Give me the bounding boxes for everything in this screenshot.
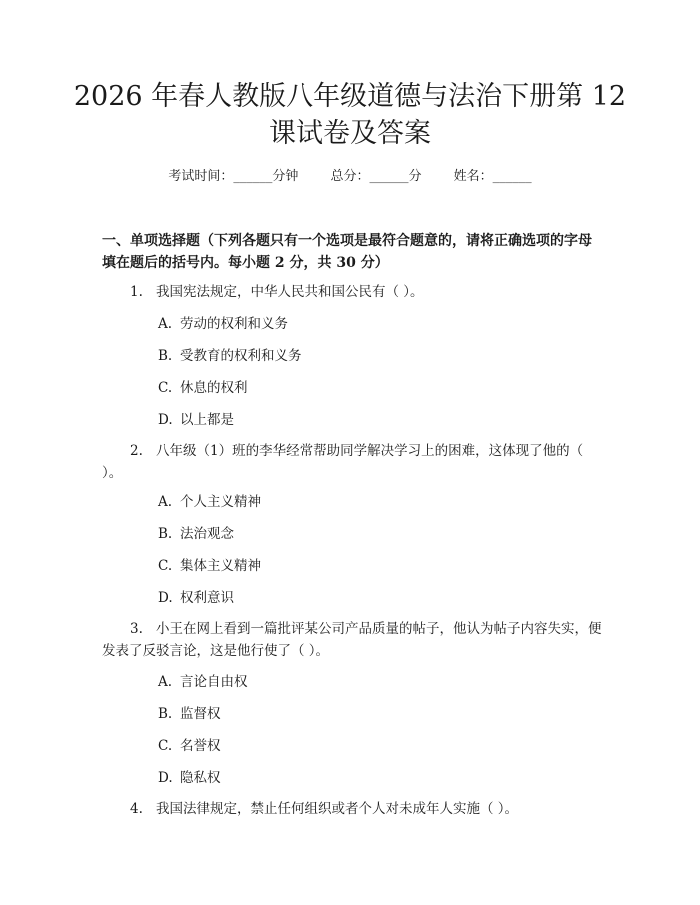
option-1d <box>158 410 578 430</box>
exam-title: 2026 年春人教版八年级道德与法治下册第 12 课试卷及答案 <box>73 81 627 149</box>
question-text: 八年级（1）班的李华经常帮助同学解决学习上的困难，这体现了他的（ ）。 <box>102 443 584 481</box>
question-3 <box>102 618 602 662</box>
option-text: 受教育的权利和义务 <box>180 348 302 364</box>
option-letter: B. <box>158 706 173 722</box>
question-number: 4. <box>130 801 143 817</box>
exam-meta <box>0 168 700 186</box>
option-text: 名誉权 <box>180 738 221 754</box>
option-text: 言论自由权 <box>180 674 248 690</box>
option-1a <box>158 314 578 334</box>
option-3c <box>158 736 578 756</box>
option-text: 监督权 <box>180 706 221 722</box>
total-score-field: 总分：______分 <box>330 169 422 184</box>
option-2b <box>158 524 578 544</box>
question-text: 我国法律规定，禁止任何组织或者个人对未成年人实施（ ）。 <box>156 801 519 817</box>
option-text: 法治观念 <box>180 526 234 542</box>
option-3a <box>158 672 578 692</box>
option-1c <box>158 378 578 398</box>
option-3b <box>158 704 578 724</box>
option-letter: A. <box>158 494 173 510</box>
option-letter: C. <box>158 558 173 574</box>
question-4 <box>102 798 602 820</box>
option-letter: D. <box>158 412 173 428</box>
question-text: 我国宪法规定，中华人民共和国公民有（ ）。 <box>156 284 424 300</box>
option-text: 劳动的权利和义务 <box>180 316 288 332</box>
option-letter: B. <box>158 348 173 364</box>
option-3d <box>158 768 578 788</box>
option-letter: A. <box>158 316 173 332</box>
student-name-field: 姓名：______ <box>453 169 532 184</box>
option-1b <box>158 346 578 366</box>
question-2 <box>102 440 602 484</box>
option-2d <box>158 588 578 608</box>
option-text: 隐私权 <box>180 770 221 786</box>
option-text: 集体主义精神 <box>180 558 261 574</box>
question-number: 3. <box>130 621 143 637</box>
question-text: 小王在网上看到一篇批评某公司产品质量的帖子，他认为帖子内容失实，便发表了反驳言论，这是他行使了（ ）。 <box>102 621 602 659</box>
option-2c <box>158 556 578 576</box>
option-letter: D. <box>158 590 173 606</box>
exam-time-field: 考试时间：______分钟 <box>168 169 299 184</box>
option-2a <box>158 492 578 512</box>
option-letter: B. <box>158 526 173 542</box>
question-number: 2. <box>130 443 143 459</box>
option-text: 个人主义精神 <box>180 494 261 510</box>
option-letter: A. <box>158 674 173 690</box>
question-1 <box>102 281 602 303</box>
option-letter: D. <box>158 770 173 786</box>
option-text: 以上都是 <box>180 412 234 428</box>
option-text: 休息的权利 <box>180 380 248 396</box>
question-number: 1. <box>130 284 143 300</box>
section-heading: 一、单项选择题（下列各题只有一个选项是最符合题意的，请将正确选项的字母填在题后的括号内。每小题 2 分，共 30 分） <box>102 233 592 271</box>
option-letter: C. <box>158 380 173 396</box>
option-text: 权利意识 <box>180 590 234 606</box>
option-letter: C. <box>158 738 173 754</box>
